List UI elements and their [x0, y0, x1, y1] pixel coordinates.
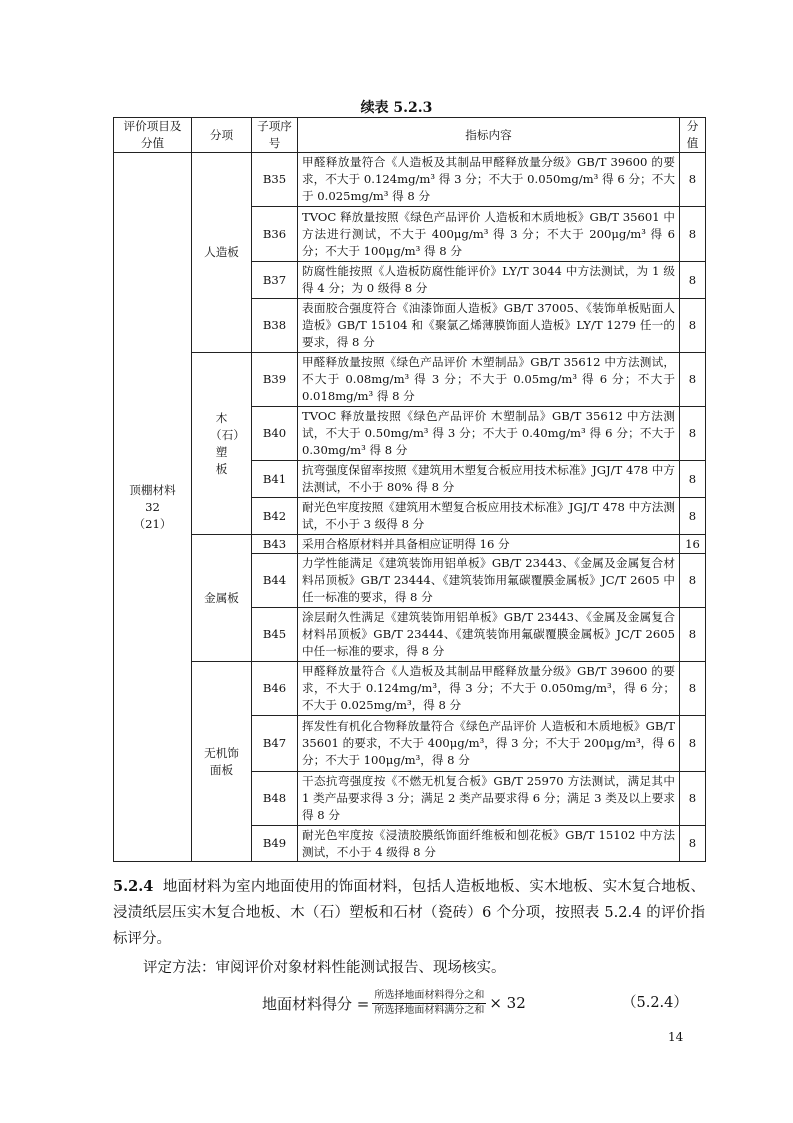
row-text: 甲醛释放量按照《绿色产品评价 木塑制品》GB/T 35612 中方法测试，不大于 0.08mg/m³ 得 3 分；不大于 0.05mg/m³ 得 6 分；不大于 0.018mg/m³ 得 8 分: [298, 353, 680, 407]
group-name: 木（石）塑板: [192, 353, 252, 535]
row-text: 表面胶合强度符合《油漆饰面人造板》GB/T 37005、《装饰单板贴面人造板》GB/T 15104 和《聚氯乙烯薄膜饰面人造板》LY/T 1279 任一的要求，得 8 分: [298, 299, 680, 353]
row-id: B35: [252, 153, 298, 207]
row-id: B40: [252, 407, 298, 461]
formula-fraction: [372, 989, 486, 1018]
evaluation-method: [113, 955, 705, 981]
item-name: 顶棚材料: [129, 482, 176, 497]
row-id: B37: [252, 262, 298, 299]
row-id: B43: [252, 535, 298, 554]
header-content: 指标内容: [298, 118, 680, 153]
row-score: 8: [680, 772, 706, 826]
header-item: 评价项目及分值: [114, 118, 192, 153]
row-score: 8: [680, 826, 706, 862]
row-text: 甲醛释放量符合《人造板及其制品甲醛释放量分级》GB/T 39600 的要求，不大于 0.124mg/m³，得 3 分；不大于 0.050mg/m³，得 6 分；不大于 0.025mg/m³，得 8 分: [298, 662, 680, 716]
row-text: 耐光色牢度按《浸渍胶膜纸饰面纤维板和刨花板》GB/T 15102 中方法测试，不小于 4 级得 8 分: [298, 826, 680, 862]
row-score: 8: [680, 461, 706, 498]
group-name: 人造板: [192, 153, 252, 353]
section-number: 5.2.4: [113, 878, 154, 895]
row-score: 8: [680, 153, 706, 207]
section-paragraph: [113, 874, 705, 952]
formula-lhs: 地面材料得分 =: [262, 994, 370, 1013]
row-id: B36: [252, 207, 298, 262]
row-text: 干态抗弯强度按《不燃无机复合板》GB/T 25970 方法测试，满足其中 1 类产品要求得 3 分；满足 2 类产品要求得 6 分；满足 3 类及以上要求得 8 分: [298, 772, 680, 826]
group-name: 无机饰面板: [192, 662, 252, 862]
formula-numerator: 所选择地面材料得分之和: [372, 989, 486, 1004]
row-text: 挥发性有机化合物释放量符合《绿色产品评价 人造板和木质地板》GB/T 35601 的要求，不大于 400μg/m³，得 3 分；不大于 200μg/m³，得 6 分；不大于 100μg/m³，得 8 分: [298, 716, 680, 772]
row-text: 甲醛释放量符合《人造板及其制品甲醛释放量分级》GB/T 39600 的要求，不大于 0.124mg/m³ 得 3 分；不大于 0.050mg/m³ 得 6 分；不大于 0.025mg/m³ 得 8 分: [298, 153, 680, 207]
row-score: 8: [680, 554, 706, 608]
row-score: 8: [680, 207, 706, 262]
row-id: B49: [252, 826, 298, 862]
row-id: B48: [252, 772, 298, 826]
row-id: B47: [252, 716, 298, 772]
item-cell: [114, 153, 192, 862]
row-score: 8: [680, 407, 706, 461]
method-text: 评定方法：审阅评价对象材料性能测试报告、现场核实。: [143, 960, 506, 976]
header-group: 分项: [192, 118, 252, 153]
row-score: 16: [680, 535, 706, 554]
group-name: 金属板: [192, 535, 252, 662]
row-id: B44: [252, 554, 298, 608]
row-text: TVOC 释放量按照《绿色产品评价 人造板和木质地板》GB/T 35601 中方法进行测试，不大于 400μg/m³ 得 3 分；不大于 200μg/m³ 得 6 分；不大于 100μg/m³ 得 8 分: [298, 207, 680, 262]
row-score: 8: [680, 353, 706, 407]
section-text: 地面材料为室内地面使用的饰面材料，包括人造板地板、实木地板、实木复合地板、浸渍纸层压实木复合地板、木（石）塑板和石材（瓷砖）6 个分项，按照表 5.2.4 的评价指标评分。: [113, 879, 705, 947]
row-score: 8: [680, 498, 706, 535]
table-row: [114, 535, 706, 554]
row-text: 耐光色牢度按照《建筑用木塑复合板应用技术标准》JGJ/T 478 中方法测试，不小于 3 级得 8 分: [298, 498, 680, 535]
table-header-row: [114, 118, 706, 153]
row-score: 8: [680, 299, 706, 353]
score-formula: [262, 985, 526, 1021]
item-sub-score: （21）: [133, 516, 172, 531]
header-score: 分值: [680, 118, 706, 153]
table-row: [114, 353, 706, 407]
row-text: 采用合格原材料并具备相应证明得 16 分: [298, 535, 680, 554]
row-score: 8: [680, 608, 706, 662]
table-row: [114, 662, 706, 716]
row-id: B46: [252, 662, 298, 716]
header-subitem: 子项序号: [252, 118, 298, 153]
formula-multiplier: × 32: [489, 994, 526, 1012]
row-text: 力学性能满足《建筑装饰用铝单板》GB/T 23443、《金属及金属复合材料吊顶板》GB/T 23444、《建筑装饰用氟碳覆膜金属板》JC/T 2605 中任一标准的要求，得 8 分: [298, 554, 680, 608]
page-number: 14: [668, 1030, 684, 1044]
row-id: B45: [252, 608, 298, 662]
row-id: B38: [252, 299, 298, 353]
table-caption: 续表 5.2.3: [360, 100, 433, 116]
table-row: [114, 153, 706, 207]
row-text: 涂层耐久性满足《建筑装饰用铝单板》GB/T 23443、《金属及金属复合材料吊顶板》GB/T 23444、《建筑装饰用氟碳覆膜金属板》JC/T 2605 中任一标准的要求，得 8 分: [298, 608, 680, 662]
row-text: TVOC 释放量按照《绿色产品评价 木塑制品》GB/T 35612 中方法测试，不大于 0.50mg/m³ 得 3 分；不大于 0.40mg/m³ 得 6 分；不大于 0.30mg/m³ 得 8 分: [298, 407, 680, 461]
equation-number: （5.2.4）: [622, 995, 688, 1011]
row-score: 8: [680, 662, 706, 716]
row-id: B42: [252, 498, 298, 535]
row-text: 抗弯强度保留率按照《建筑用木塑复合板应用技术标准》JGJ/T 478 中方法测试，不小于 80% 得 8 分: [298, 461, 680, 498]
row-score: 8: [680, 262, 706, 299]
row-id: B41: [252, 461, 298, 498]
item-score: 32: [145, 499, 160, 514]
evaluation-table: [113, 117, 706, 862]
formula-denominator: 所选择地面材料满分之和: [374, 1004, 485, 1016]
row-text: 防腐性能按照《人造板防腐性能评价》LY/T 3044 中方法测试，为 1 级得 4 分；为 0 级得 8 分: [298, 262, 680, 299]
row-id: B39: [252, 353, 298, 407]
row-score: 8: [680, 716, 706, 772]
